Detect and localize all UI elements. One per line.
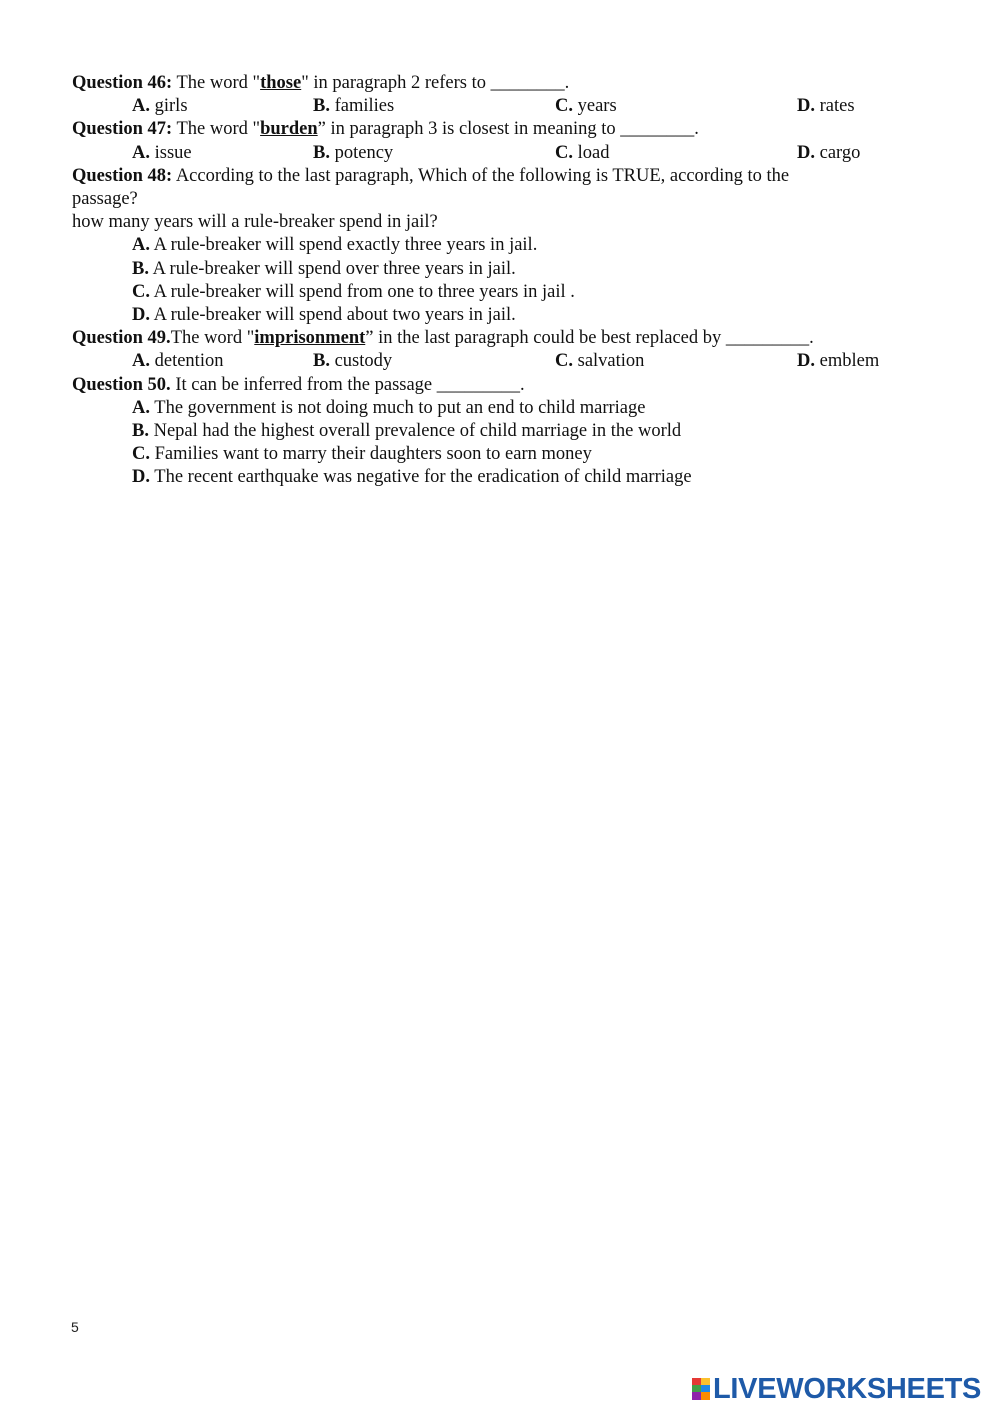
option-d[interactable]: D. cargo — [797, 142, 861, 163]
question-50: Question 50. It can be inferred from the passage _________. — [72, 374, 525, 395]
logo-block — [701, 1385, 710, 1392]
option-d[interactable]: D. rates — [797, 96, 855, 117]
question-49: Question 49.The word "imprisonment” in the last paragraph could be best replaced by _________. — [72, 328, 814, 349]
options-row — [72, 142, 932, 165]
options-row — [72, 95, 932, 118]
options-row — [72, 350, 932, 373]
option-a[interactable]: A. The government is not doing much to put an end to child marriage — [132, 397, 646, 418]
question-46: Question 46: The word "those" in paragraph 2 refers to ________. — [72, 73, 570, 93]
logo-block — [701, 1378, 710, 1385]
question-label: Question 46: — [72, 73, 173, 93]
option-c[interactable]: C. A rule-breaker will spend from one to three years in jail . — [132, 281, 575, 302]
question-label: Question 48: — [72, 165, 173, 186]
option-d[interactable]: D. The recent earthquake was negative for the eradication of child marriage — [132, 467, 692, 488]
question-48-line2: passage? — [72, 188, 138, 209]
liveworksheets-logo[interactable] — [692, 1374, 981, 1404]
option-b[interactable]: B. potency — [313, 142, 394, 163]
logo-block — [692, 1392, 701, 1400]
worksheet-content — [72, 72, 932, 490]
option-a[interactable]: A. issue — [132, 142, 192, 163]
option-b[interactable]: B. families — [313, 96, 395, 117]
option-a[interactable]: A. A rule-breaker will spend exactly three years in jail. — [132, 235, 538, 256]
logo-block — [701, 1392, 710, 1400]
option-d[interactable]: D. A rule-breaker will spend about two years in jail. — [132, 305, 516, 325]
option-b[interactable]: B. custody — [313, 351, 393, 372]
page-number: 5 — [71, 1319, 79, 1335]
question-label: Question 49. — [72, 328, 171, 349]
keyword: burden — [260, 119, 318, 140]
question-48-line3: how many years will a rule-breaker spend in jail? — [72, 212, 438, 233]
option-c[interactable]: C. years — [555, 96, 617, 117]
question-47: Question 47: The word "burden” in paragraph 3 is closest in meaning to ________. — [72, 119, 699, 140]
question-label: Question 47: — [72, 119, 173, 140]
question-label: Question 50. — [72, 374, 171, 395]
logo-blocks-icon — [692, 1378, 710, 1400]
option-a[interactable]: A. girls — [132, 96, 188, 117]
option-c[interactable]: C. salvation — [555, 351, 645, 372]
question-48: Question 48: According to the last paragraph, Which of the following is TRUE, according to the — [72, 165, 790, 186]
option-c[interactable]: C. load — [555, 142, 610, 163]
option-d[interactable]: D. emblem — [797, 351, 880, 372]
option-b[interactable]: B. A rule-breaker will spend over three years in jail. — [132, 258, 516, 279]
logo-block — [692, 1378, 701, 1385]
option-c[interactable]: C. Families want to marry their daughters soon to earn money — [132, 444, 592, 465]
keyword: those — [260, 73, 302, 93]
logo-text: LIVEWORKSHEETS — [713, 1372, 982, 1405]
keyword: imprisonment — [254, 328, 366, 349]
option-b[interactable]: B. Nepal had the highest overall prevalence of child marriage in the world — [132, 421, 682, 441]
option-a[interactable]: A. detention — [132, 351, 224, 372]
logo-block — [692, 1385, 701, 1392]
